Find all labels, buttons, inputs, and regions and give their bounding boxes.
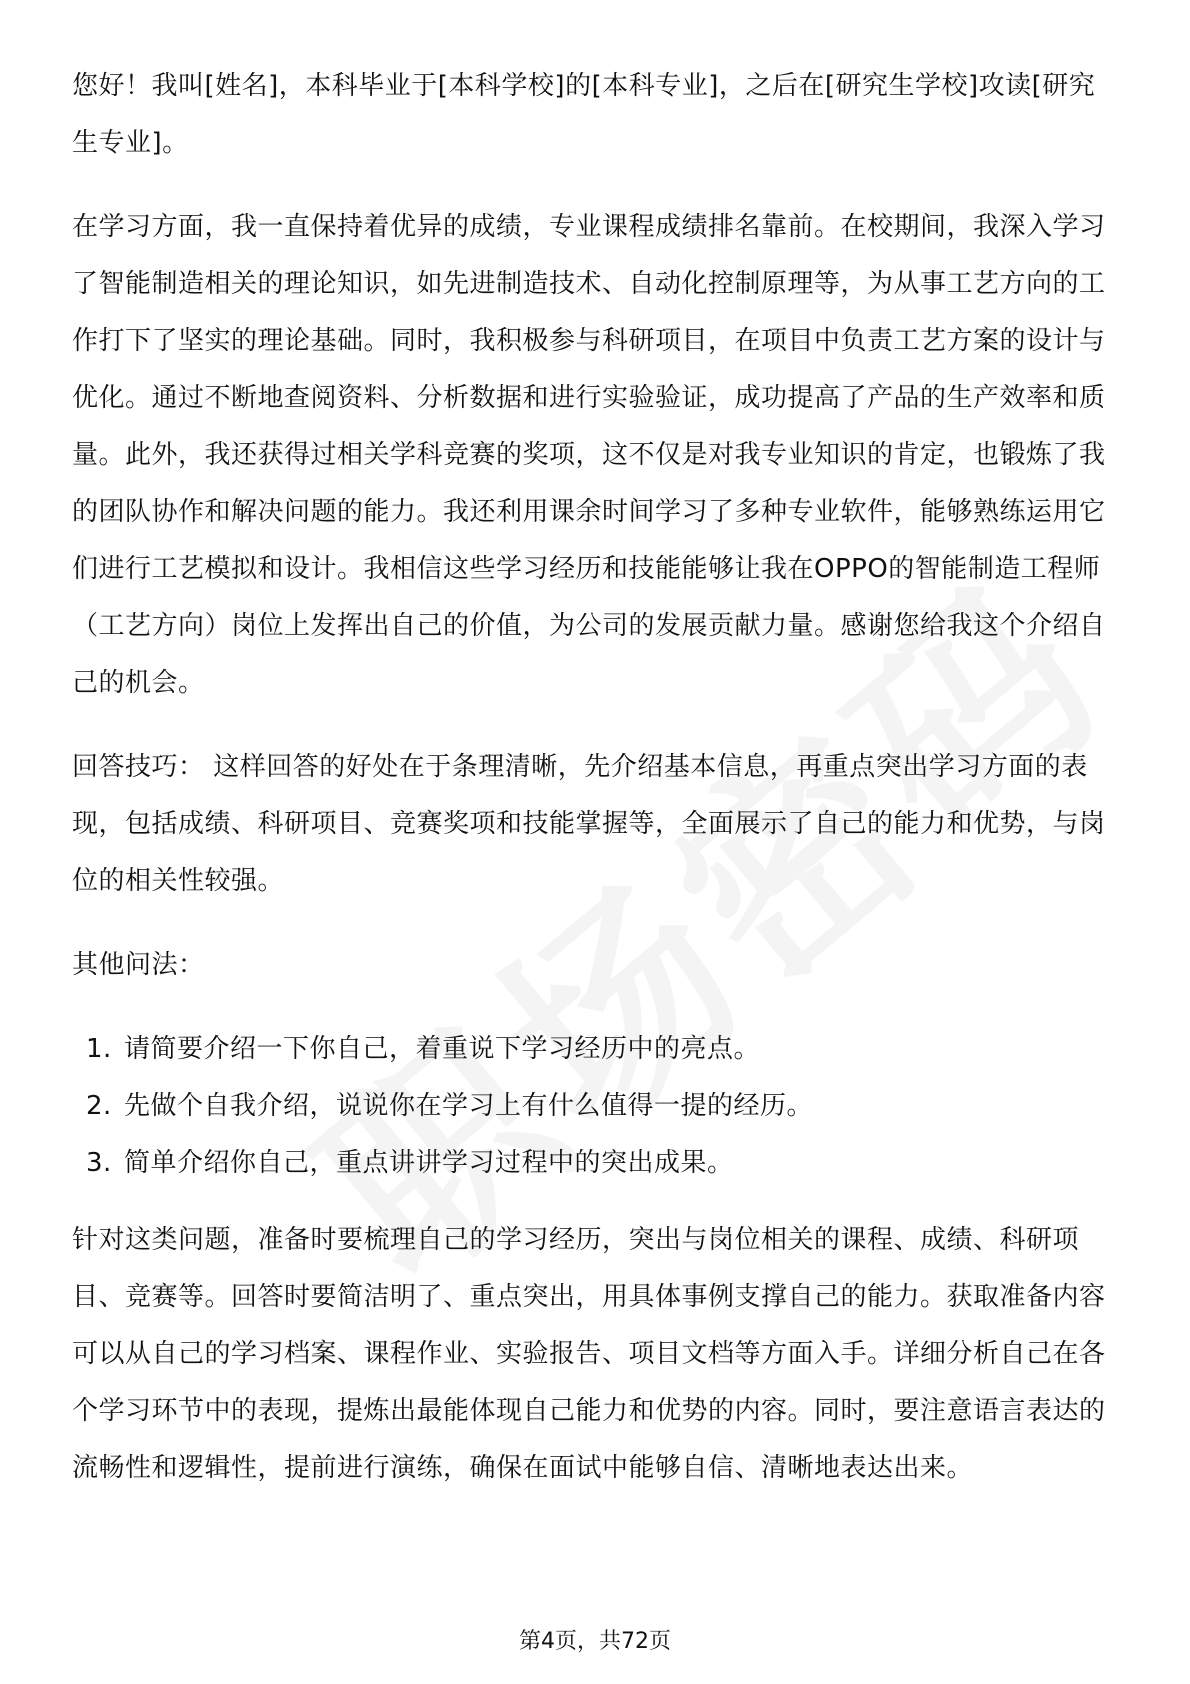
tips-paragraph: 回答技巧： 这样回答的好处在于条理清晰，先介绍基本信息，再重点突出学习方面的表现，包括成绩、科研项目、竞赛奖项和技能掌握等，全面展示了自己的能力和优势，与岗位的相关性较强。	[72, 752, 1106, 896]
other-questions-title: 其他问法：	[72, 950, 205, 980]
intro-paragraph: 您好！我叫[姓名]，本科毕业于[本科学校]的[本科专业]，之后在[研究生学校]攻读[研究生专业]。	[72, 71, 1096, 158]
page-number: 第4页，共72页	[519, 1629, 671, 1654]
study-paragraph: 在学习方面，我一直保持着优异的成绩，专业课程成绩排名靠前。在校期间，我深入学习了智能制造相关的理论知识，如先进制造技术、自动化控制原理等，为从事工艺方向的工作打下了坚实的理论基础。同时，我积极参与科研项目，在项目中负责工艺方案的设计与优化。通过不断地查阅资料、分析数据和进行实验验证，成功提高了产品的生产效率和质量。此外，我还获得过相关学科竞赛的奖项，这不仅是对我专业知识的肯定，也锻炼了我的团队协作和解决问题的能力。我还利用课余时间学习了多种专业软件，能够熟练运用它们进行工艺模拟和设计。我相信这些学习经历和技能能够让我在OPPO的智能制造工程师（工艺方向）岗位上发挥出自己的价值，为公司的发展贡献力量。感谢您给我这个介绍自己的机会。	[72, 212, 1106, 698]
list-item-text: 简单介绍你自己，重点讲讲学习过程中的突出成果。	[124, 1148, 734, 1178]
list-item-text: 请简要介绍一下你自己，着重说下学习经历中的亮点。	[124, 1034, 761, 1064]
list-item-number: 1.	[86, 1034, 112, 1064]
list-item	[72, 1135, 1118, 1192]
other-questions-list	[72, 1021, 1118, 1192]
advice-paragraph: 针对这类问题，准备时要梳理自己的学习经历，突出与岗位相关的课程、成绩、科研项目、竞赛等。回答时要简洁明了、重点突出，用具体事例支撑自己的能力。获取准备内容可以从自己的学习档案、课程作业、实验报告、项目文档等方面入手。详细分析自己在各个学习环节中的表现，提炼出最能体现自己能力和优势的内容。同时，要注意语言表达的流畅性和逻辑性，提前进行演练，确保在面试中能够自信、清晰地表达出来。	[72, 1225, 1106, 1483]
list-item	[72, 1021, 1118, 1078]
document-body	[72, 58, 1118, 1524]
list-item-text: 先做个自我介绍，说说你在学习上有什么值得一提的经历。	[124, 1091, 814, 1121]
list-item	[72, 1078, 1118, 1135]
list-item-number: 3.	[86, 1148, 112, 1178]
list-item-number: 2.	[86, 1091, 112, 1121]
